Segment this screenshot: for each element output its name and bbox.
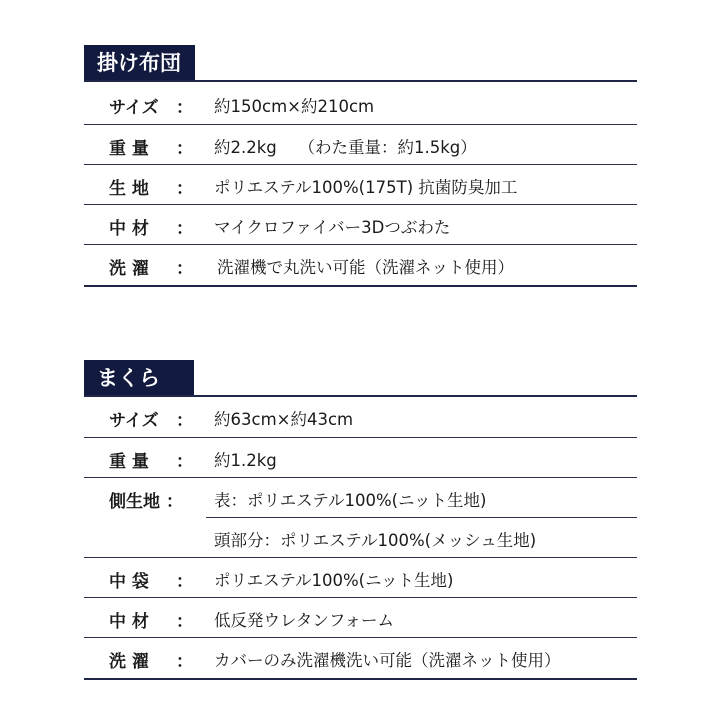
spec-colon: ： [176,259,193,279]
spec-value: 洗濯機で丸洗い可能（洗濯ネット使用） [217,258,514,277]
spec-colon: ： [176,179,193,199]
spec-value: 表：ポリエステル100%(ニット生地) [214,491,487,510]
spec-label: 洗 濯 [109,652,149,672]
spec-colon: ： [176,139,193,159]
spec-row-cover-fabric [84,478,637,518]
spec-row-weight [84,438,637,478]
spec-colon: ： [176,652,193,672]
spec-value: マイクロファイバー3Dつぶわた [214,218,451,237]
spec-value: 約1.2kg [214,451,277,470]
spec-label: 中 材 [109,612,149,632]
spec-value: ポリエステル100%(ニット生地) [214,571,454,590]
spec-row-weight [84,125,637,165]
spec-colon: ： [176,411,193,431]
spec-value: 頭部分：ポリエステル100%(メッシュ生地) [214,531,537,550]
spec-row-washing [84,638,637,678]
section-title: まくら [84,360,194,397]
spec-value: ポリエステル100%(175T) 抗菌防臭加工 [214,178,518,197]
spec-value: 約150cm×約210cm [214,97,375,116]
spec-label: サイズ [109,98,159,118]
spec-colon: ： [176,98,193,118]
spec-row-cover-fabric-head [84,518,637,558]
spec-row-filling [84,598,637,638]
divider [84,285,637,287]
spec-section-pillow [84,360,637,690]
spec-row-washing [84,245,637,285]
spec-colon: ： [176,572,193,592]
spec-label: 洗 濯 [109,259,149,279]
spec-row-size [84,83,637,123]
spec-label: 生 地 [109,179,149,199]
spec-value: カバーのみ洗濯機洗い可能（洗濯ネット使用） [214,651,561,670]
section-title: 掛け布団 [84,45,195,82]
spec-row-fabric [84,165,637,205]
spec-value: 低反発ウレタンフォーム [214,611,395,630]
divider [84,80,637,82]
spec-colon: ： [176,452,193,472]
spec-row-filling [84,205,637,245]
spec-row-size [84,397,637,437]
spec-label: サイズ [109,411,159,431]
spec-value: 約2.2kg （わた重量：約1.5kg） [214,138,477,157]
spec-label: 中 材 [109,219,149,239]
spec-row-inner-bag [84,558,637,598]
spec-value: 約63cm×約43cm [214,410,354,429]
spec-section-comforter [84,45,637,295]
spec-label: 中 袋 [109,572,149,592]
spec-colon: ： [176,612,193,632]
spec-label: 重 量 [109,139,149,159]
divider [84,678,637,680]
spec-label: 側生地 [109,492,160,512]
spec-colon: ： [176,219,193,239]
spec-label: 重 量 [109,452,149,472]
spec-colon: ： [166,492,183,512]
